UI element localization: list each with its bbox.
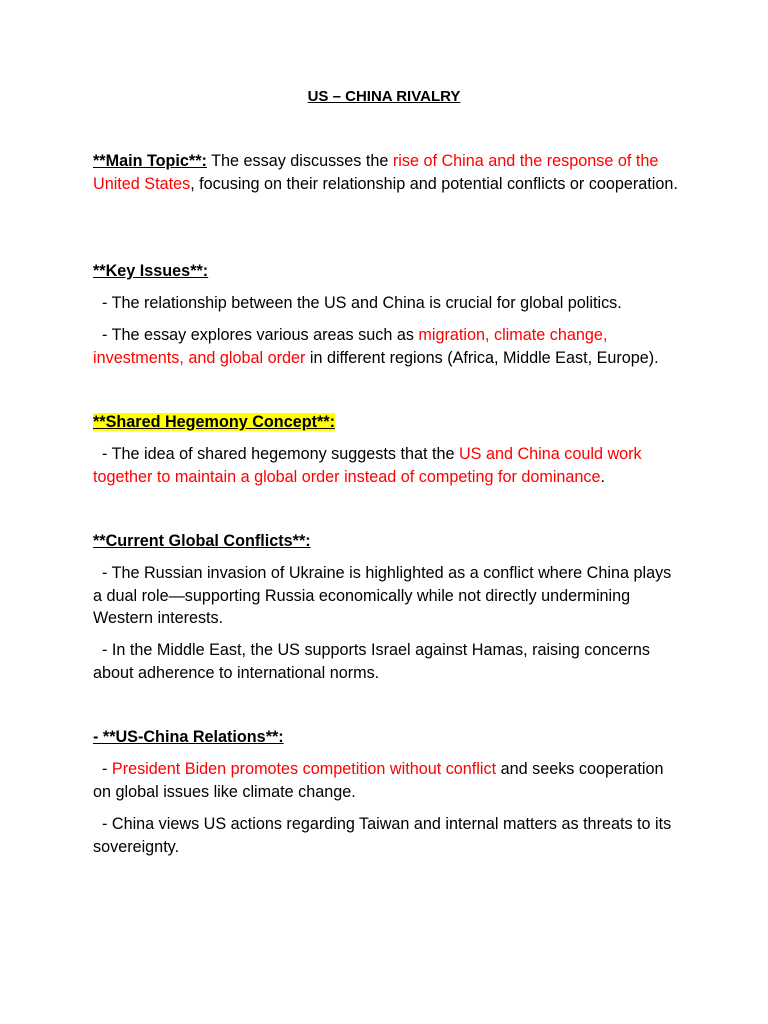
us-china-relations-item-1 — [93, 758, 678, 803]
shared-hegemony-item-1-text-end: . — [600, 467, 606, 486]
main-topic-emphasis: rise of China and the response of the United States — [93, 152, 659, 193]
us-china-relations-section — [93, 726, 678, 749]
key-issues-item-2-text: - The essay explores various areas such as — [93, 326, 419, 344]
us-china-relations-item-2 — [93, 813, 678, 858]
current-conflicts-item-2-text: - In the Middle East, the US supports Israel against Hamas, raising concerns about adherence to international norms. — [93, 641, 655, 682]
shared-hegemony-item-1 — [93, 443, 678, 488]
shared-hegemony-section — [93, 411, 678, 434]
shared-hegemony-item-1-emphasis: US and China could work together to maintain a global order instead of competing for dominance — [93, 445, 647, 486]
current-conflicts-item-1-text: - The Russian invasion of Ukraine is highlighted as a conflict where China plays a dual role—supporting Russia economically while not directly undermining Western interests. — [93, 564, 676, 627]
main-topic-section — [93, 150, 678, 195]
key-issues-item-2-emphasis: migration, climate change, investments, and global order — [93, 326, 612, 367]
us-china-relations-item-1-text-end: and seeks cooperation on global issues like climate change. — [93, 760, 668, 801]
shared-hegemony-heading-line — [93, 411, 678, 434]
key-issues-item-1 — [93, 292, 678, 315]
key-issues-item-2 — [93, 324, 678, 369]
current-conflicts-item-2 — [93, 639, 678, 684]
key-issues-section — [93, 260, 678, 283]
us-china-relations-item-1-text: - — [93, 760, 112, 778]
key-issues-item-1-text: - The relationship between the US and China is crucial for global politics. — [93, 294, 622, 312]
main-topic-text: The essay discusses the — [206, 152, 393, 170]
us-china-relations-heading: - **US-China Relations**: — [93, 728, 284, 746]
main-topic-text-end: , focusing on their relationship and potential conflicts or cooperation. — [190, 174, 678, 193]
shared-hegemony-item-1-text: - The idea of shared hegemony suggests that the — [93, 445, 459, 463]
current-conflicts-section — [93, 530, 678, 553]
us-china-relations-item-2-text: - China views US actions regarding Taiwan and internal matters as threats to its sovereignty. — [93, 815, 676, 856]
document-title: US – CHINA RIVALRY — [307, 88, 461, 105]
us-china-relations-item-1-emphasis: President Biden promotes competition without conflict — [111, 760, 497, 778]
main-topic-paragraph — [93, 150, 678, 195]
main-topic-heading: **Main Topic**: — [93, 152, 207, 170]
shared-hegemony-heading: **Shared Hegemony Concept**: — [93, 413, 335, 431]
key-issues-heading: **Key Issues**: — [93, 262, 209, 280]
key-issues-item-2-text-end: in different regions (Africa, Middle East, Europe). — [305, 348, 659, 367]
current-conflicts-heading: **Current Global Conflicts**: — [93, 532, 311, 550]
current-conflicts-item-1 — [93, 562, 678, 630]
